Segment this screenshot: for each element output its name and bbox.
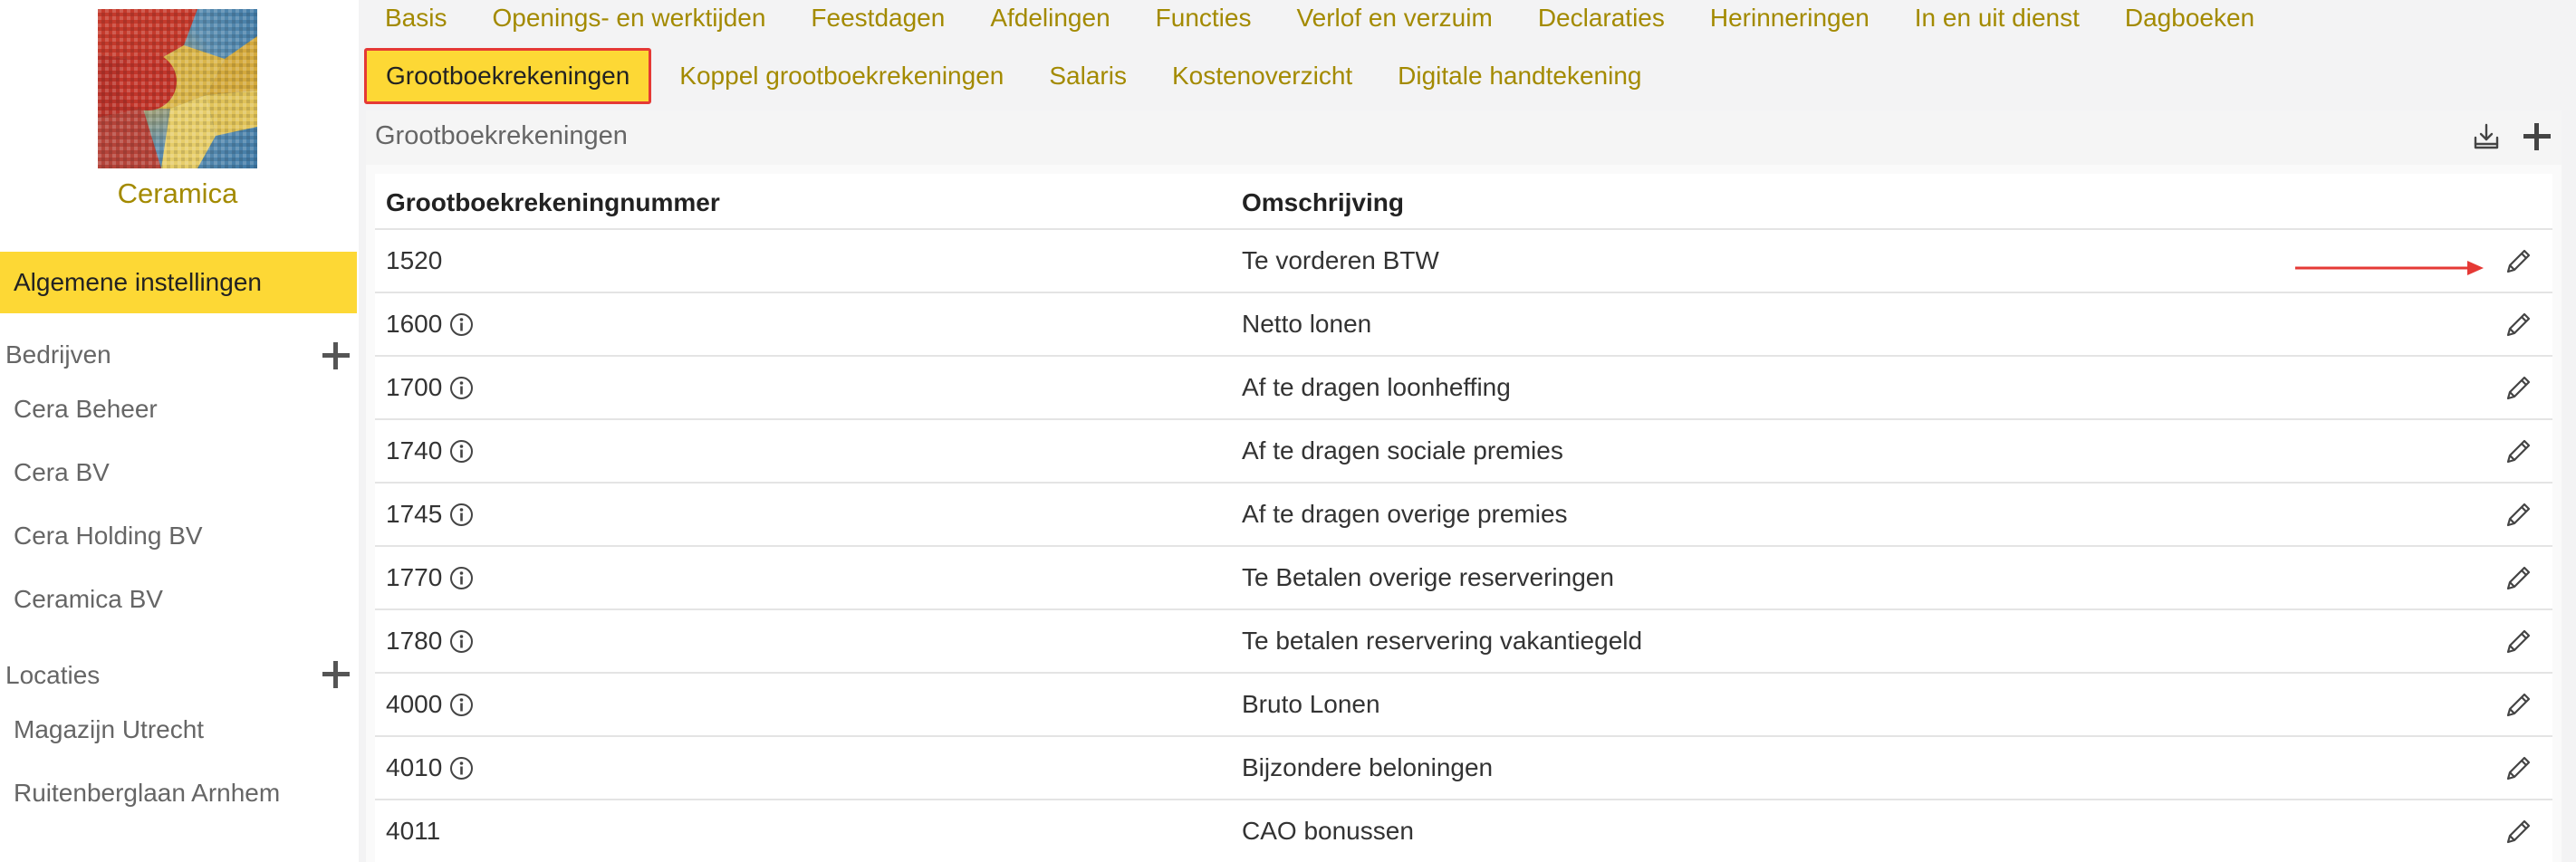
account-number <box>386 436 474 465</box>
account-number <box>386 627 474 656</box>
tabs-row-2 <box>359 49 1664 103</box>
add-bedrijf-icon[interactable] <box>322 342 350 369</box>
table-row[interactable] <box>375 357 2552 420</box>
pencil-icon[interactable] <box>2503 373 2533 404</box>
sidebar-item-ceramica-bv[interactable]: Ceramica BV <box>14 585 163 613</box>
account-number <box>386 817 440 846</box>
sidebar-item-algemene-instellingen[interactable] <box>0 252 357 313</box>
info-icon[interactable] <box>449 503 474 527</box>
pencil-icon[interactable] <box>2503 500 2533 531</box>
table-row[interactable] <box>375 293 2552 357</box>
table-row[interactable] <box>375 230 2552 293</box>
account-number <box>386 690 474 719</box>
table-row[interactable] <box>375 800 2552 862</box>
grootboekrekeningen-panel <box>366 110 2562 862</box>
pencil-icon[interactable] <box>2503 563 2533 594</box>
account-description: Bruto Lonen <box>1242 690 1380 718</box>
account-description: Te betalen reservering vakantiegeld <box>1242 627 1643 655</box>
account-number <box>386 753 474 782</box>
account-description: Af te dragen loonheffing <box>1242 373 1511 401</box>
pencil-icon[interactable] <box>2503 246 2533 277</box>
account-number-text: 4010 <box>386 753 443 781</box>
info-icon[interactable] <box>449 629 474 654</box>
sidebar-item-cera-holding-bv[interactable]: Cera Holding BV <box>14 522 203 550</box>
tab-grootboekrekeningen[interactable]: Grootboekrekeningen <box>364 48 651 104</box>
table-row[interactable] <box>375 674 2552 737</box>
tab-openings-en-werktijden[interactable]: Openings- en werktijden <box>492 4 766 32</box>
section-locaties-heading: Locaties <box>5 661 101 689</box>
account-number <box>386 246 442 275</box>
info-icon[interactable] <box>449 566 474 590</box>
info-icon[interactable] <box>449 693 474 717</box>
info-icon[interactable] <box>449 312 474 337</box>
account-number-text: 1745 <box>386 500 443 528</box>
account-description: CAO bonussen <box>1242 817 1414 845</box>
tab-koppel-grootboekrekeningen[interactable]: Koppel grootboekrekeningen <box>679 62 1004 90</box>
account-number-text: 1600 <box>386 310 443 338</box>
tab-dagboeken[interactable]: Dagboeken <box>2124 4 2255 32</box>
account-description: Netto lonen <box>1242 310 1372 338</box>
account-number-text: 1780 <box>386 627 443 655</box>
account-number-text: 1520 <box>386 246 443 274</box>
table-header <box>375 174 2552 230</box>
tab-digitale-handtekening[interactable]: Digitale handtekening <box>1398 62 1642 90</box>
sidebar-item-ruitenberglaan-arnhem[interactable]: Ruitenberglaan Arnhem <box>14 779 281 807</box>
tab-in-en-uit-dienst[interactable]: In en uit dienst <box>1914 4 2080 32</box>
table-row[interactable] <box>375 484 2552 547</box>
grootboek-table <box>375 174 2552 862</box>
tab-afdelingen[interactable]: Afdelingen <box>990 4 1110 32</box>
tab-feestdagen[interactable]: Feestdagen <box>811 4 946 32</box>
column-header-omschrijving[interactable]: Omschrijving <box>1242 188 1404 216</box>
account-description: Te vorderen BTW <box>1242 246 1439 274</box>
table-row[interactable] <box>375 737 2552 800</box>
info-icon[interactable] <box>449 756 474 781</box>
pencil-icon[interactable] <box>2503 690 2533 721</box>
panel-header <box>366 110 2562 165</box>
sidebar-item-label: Algemene instellingen <box>14 268 262 296</box>
tabs-row-1 <box>359 0 2277 45</box>
info-icon[interactable] <box>449 439 474 464</box>
account-description: Af te dragen overige premies <box>1242 500 1568 528</box>
tab-kostenoverzicht[interactable]: Kostenoverzicht <box>1171 62 1353 90</box>
section-bedrijven-heading: Bedrijven <box>5 340 111 369</box>
organization-name[interactable]: Ceramica <box>117 177 238 209</box>
tab-verlof-en-verzuim[interactable]: Verlof en verzuim <box>1296 4 1493 32</box>
table-row[interactable] <box>375 420 2552 484</box>
tab-salaris[interactable]: Salaris <box>1049 62 1127 90</box>
account-number <box>386 500 474 529</box>
account-description: Bijzondere beloningen <box>1242 753 1494 781</box>
account-description: Af te dragen sociale premies <box>1242 436 1563 465</box>
pencil-icon[interactable] <box>2503 753 2533 784</box>
pencil-icon[interactable] <box>2503 310 2533 340</box>
sidebar <box>0 0 359 862</box>
account-number <box>386 310 474 339</box>
account-number-text: 1740 <box>386 436 443 465</box>
account-number <box>386 563 474 592</box>
table-row[interactable] <box>375 610 2552 674</box>
info-icon[interactable] <box>449 376 474 400</box>
arrow-icon <box>2295 255 2485 281</box>
sidebar-item-cera-beheer[interactable]: Cera Beheer <box>14 395 158 423</box>
tab-functies[interactable]: Functies <box>1155 4 1252 32</box>
add-locatie-icon[interactable] <box>322 661 350 688</box>
download-icon[interactable] <box>2471 121 2502 152</box>
add-icon[interactable] <box>2523 123 2551 150</box>
table-row[interactable] <box>375 547 2552 610</box>
sidebar-item-cera-bv[interactable]: Cera BV <box>14 458 110 486</box>
account-number <box>386 373 474 402</box>
company-logo <box>98 9 257 168</box>
pencil-icon[interactable] <box>2503 436 2533 467</box>
tab-declaraties[interactable]: Declaraties <box>1537 4 1665 32</box>
panel-title: Grootboekrekeningen <box>375 121 628 150</box>
sidebar-item-magazijn-utrecht[interactable]: Magazijn Utrecht <box>14 715 205 743</box>
account-description: Te Betalen overige reserveringen <box>1242 563 1614 591</box>
pencil-icon[interactable] <box>2503 817 2533 848</box>
column-header-nummer[interactable]: Grootboekrekeningnummer <box>386 188 720 216</box>
account-number-text: 4000 <box>386 690 443 718</box>
tab-herinneringen[interactable]: Herinneringen <box>1709 4 1870 32</box>
account-number-text: 1770 <box>386 563 443 591</box>
tab-basis[interactable]: Basis <box>385 4 447 32</box>
pencil-icon[interactable] <box>2503 627 2533 657</box>
account-number-text: 4011 <box>386 817 441 845</box>
account-number-text: 1700 <box>386 373 443 401</box>
